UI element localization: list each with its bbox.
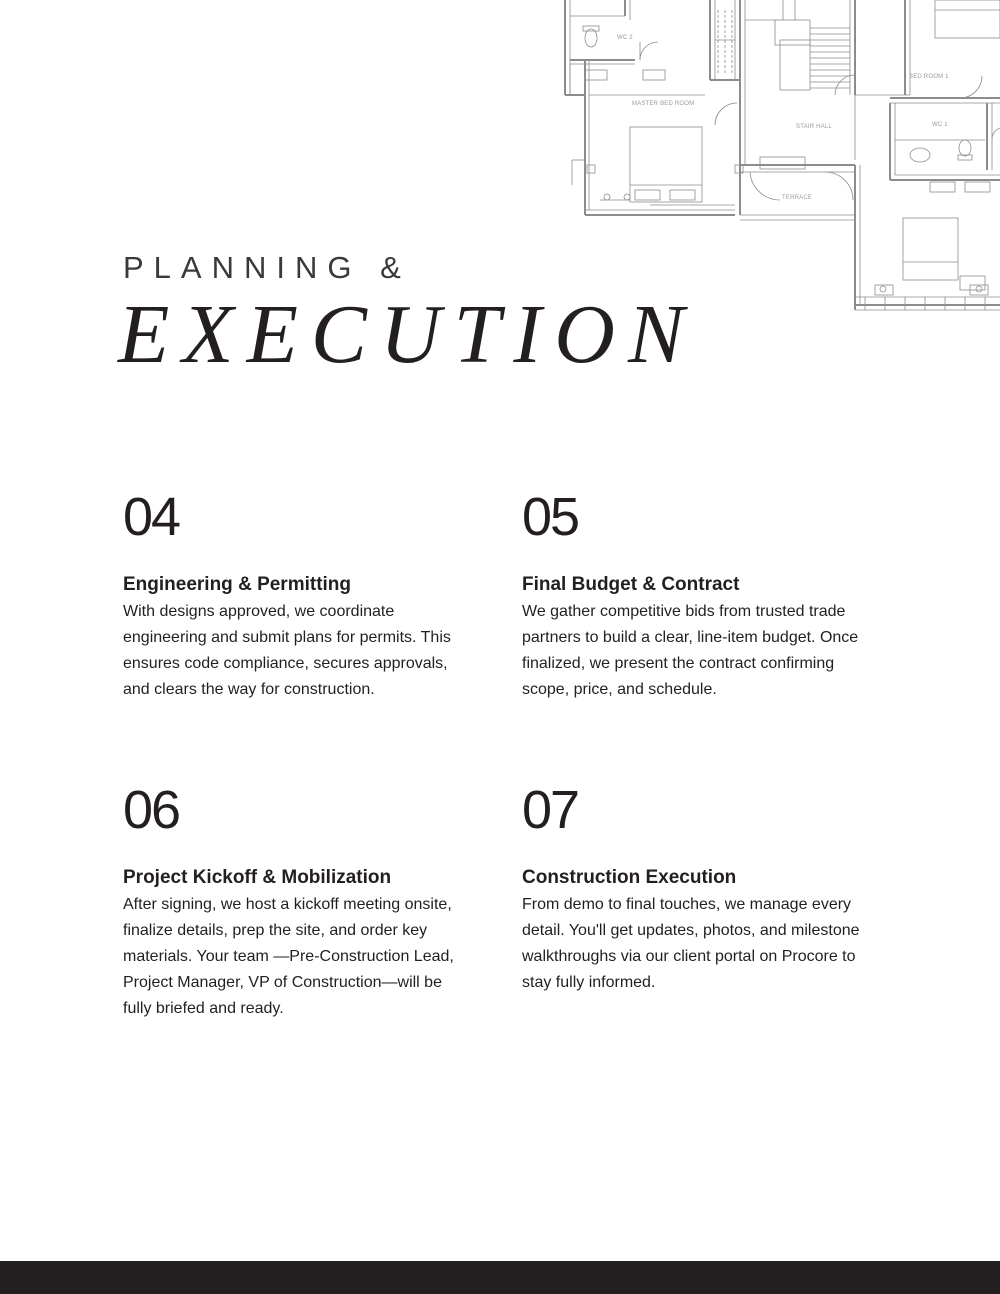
room-label-terrace: TERRACE [782, 195, 813, 201]
step-heading: Project Kickoff & Mobilization [123, 867, 392, 888]
floor-plan-illustration [555, 0, 1000, 320]
step-card-06 [123, 780, 473, 1022]
page-title-line2: EXECUTION [118, 288, 697, 381]
room-label-stair-hall: STAIR HALL [796, 124, 832, 130]
room-label-wc2: WC 2 [617, 35, 633, 41]
step-card-05 [522, 487, 872, 703]
room-label-master-bedroom: MASTER BED ROOM [632, 101, 695, 107]
room-label-bedroom1: BED ROOM 1 [909, 74, 949, 80]
step-heading: Construction Execution [522, 867, 737, 888]
step-description: After signing, we host a kickoff meeting onsite, finalize details, prep the site, and order key materials. Your team —Pre-Construction Lead, Project Manager, VP of Construction—will be fully briefed and ready. [123, 896, 454, 1017]
room-label-wc1: WC 1 [932, 122, 948, 128]
step-card-07 [522, 780, 872, 996]
page-title-line1: PLANNING & [123, 250, 411, 285]
step-description: With designs approved, we coordinate engineering and submit plans for permits. This ensures code compliance, secures approvals, and clears the way for construction. [123, 603, 451, 698]
step-heading: Engineering & Permitting [123, 574, 352, 595]
step-card-04 [123, 487, 473, 703]
footer-bar [0, 1261, 1000, 1294]
step-description: From demo to final touches, we manage every detail. You'll get updates, photos, and milestone walkthroughs via our client portal on Procore to stay fully informed. [522, 896, 860, 991]
step-number: 04 [123, 487, 180, 547]
floor-plan-drawing [555, 0, 1000, 320]
step-number: 05 [522, 487, 579, 547]
step-number: 07 [522, 780, 579, 840]
step-heading: Final Budget & Contract [522, 574, 740, 595]
step-description: We gather competitive bids from trusted trade partners to build a clear, line-item budget. Once finalized, we present the contract confirming scope, price, and schedule. [522, 603, 859, 698]
step-number: 06 [123, 780, 180, 840]
